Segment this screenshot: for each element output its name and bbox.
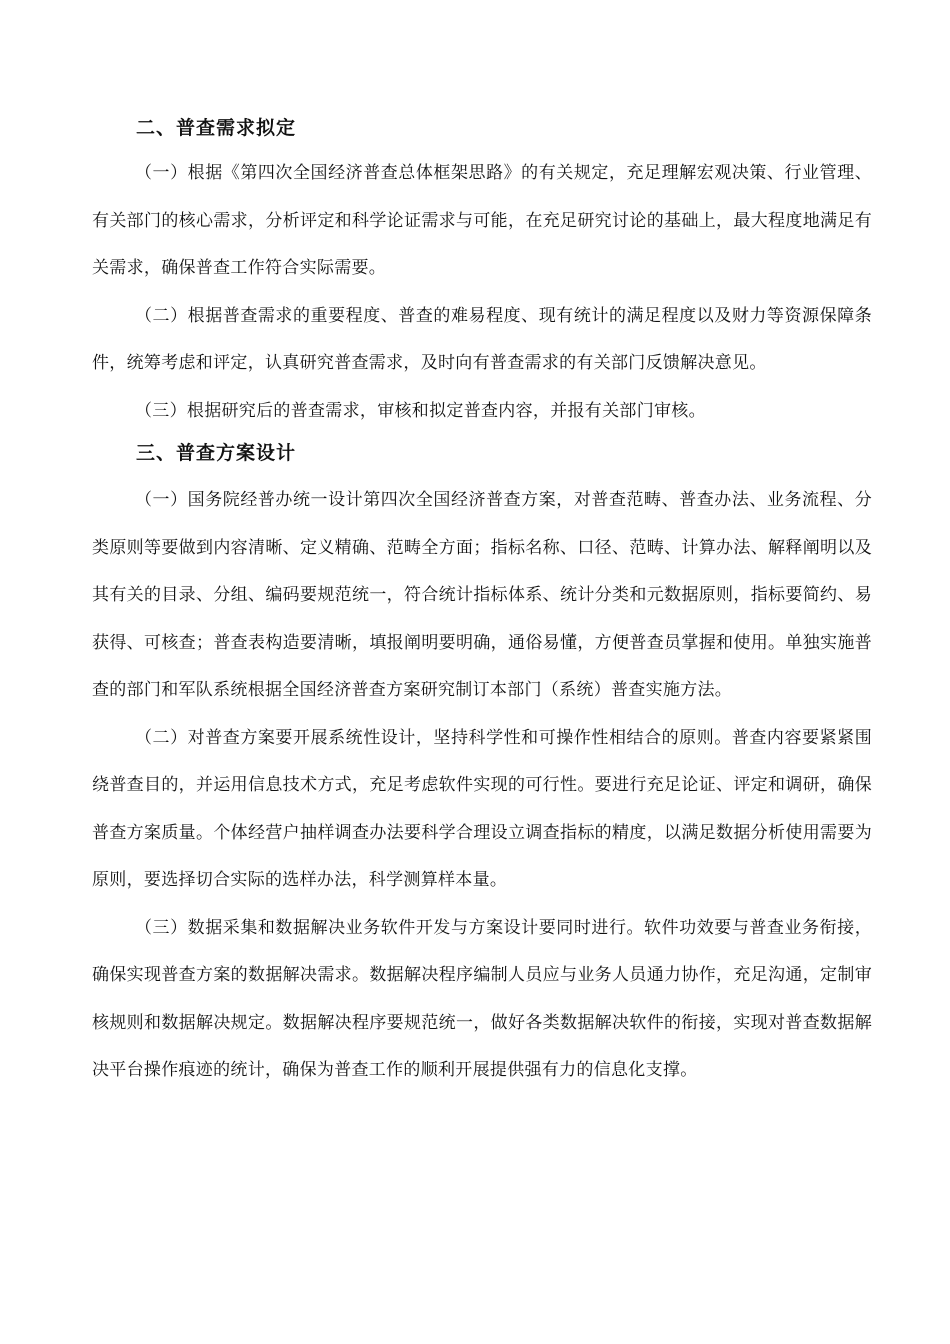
paragraph-requirements-1: （一）根据《第四次全国经济普查总体框架思路》的有关规定，充足理解宏观决策、行业管理、有关部门的核心需求，分析评定和科学论证需求与可能，在充足研究讨论的基础上，最大程度地满足有关需求，确保普查工作符合实际需要。 — [92, 163, 872, 278]
document-content — [92, 110, 872, 1095]
paragraph-plan-design-1: （一）国务院经普办统一设计第四次全国经济普查方案，对普查范畴、普查办法、业务流程、分类原则等要做到内容清晰、定义精确、范畴全方面；指标名称、口径、范畴、计算办法、解释阐明以及其有关的目录、分组、编码要规范统一，符合统计指标体系、统计分类和元数据原则，指标要简约、易获得、可核查；普查表构造要清晰，填报阐明要明确，通俗易懂，方便普查员掌握和使用。单独实施普查的部门和军队系统根据全国经济普查方案研究制订本部门（系统）普查实施方法。 — [92, 490, 872, 700]
paragraph-plan-design-3: （三）数据采集和数据解决业务软件开发与方案设计要同时进行。软件功效要与普查业务衔接，确保实现普查方案的数据解决需求。数据解决程序编制人员应与业务人员通力协作，充足沟通，定制审核规则和数据解决规定。数据解决程序要规范统一，做好各类数据解决软件的衔接，实现对普查数据解决平台操作痕迹的统计，确保为普查工作的顺利开展提供强有力的信息化支撑。 — [92, 917, 872, 1080]
paragraph-plan-design-2: （二）对普查方案要开展系统性设计，坚持科学性和可操作性相结合的原则。普查内容要紧紧围绕普查目的，并运用信息技术方式，充足考虑软件实现的可行性。要进行充足论证、评定和调研，确保普查方案质量。个体经营户抽样调查办法要科学合理设立调查指标的精度，以满足数据分析使用需要为原则，要选择切合实际的选样办法，科学测算样本量。 — [92, 727, 872, 890]
paragraph-requirements-2: （二）根据普查需求的重要程度、普查的难易程度、现有统计的满足程度以及财力等资源保障条件，统筹考虑和评定，认真研究普查需求，及时向有普查需求的有关部门反馈解决意见。 — [92, 305, 872, 373]
section-heading-census-requirements: 二、普查需求拟定 — [136, 117, 297, 139]
paragraph-requirements-3: （三）根据研究后的普查需求，审核和拟定普查内容，并报有关部门审核。 — [135, 400, 706, 421]
section-heading-census-plan-design: 三、普查方案设计 — [136, 442, 297, 464]
